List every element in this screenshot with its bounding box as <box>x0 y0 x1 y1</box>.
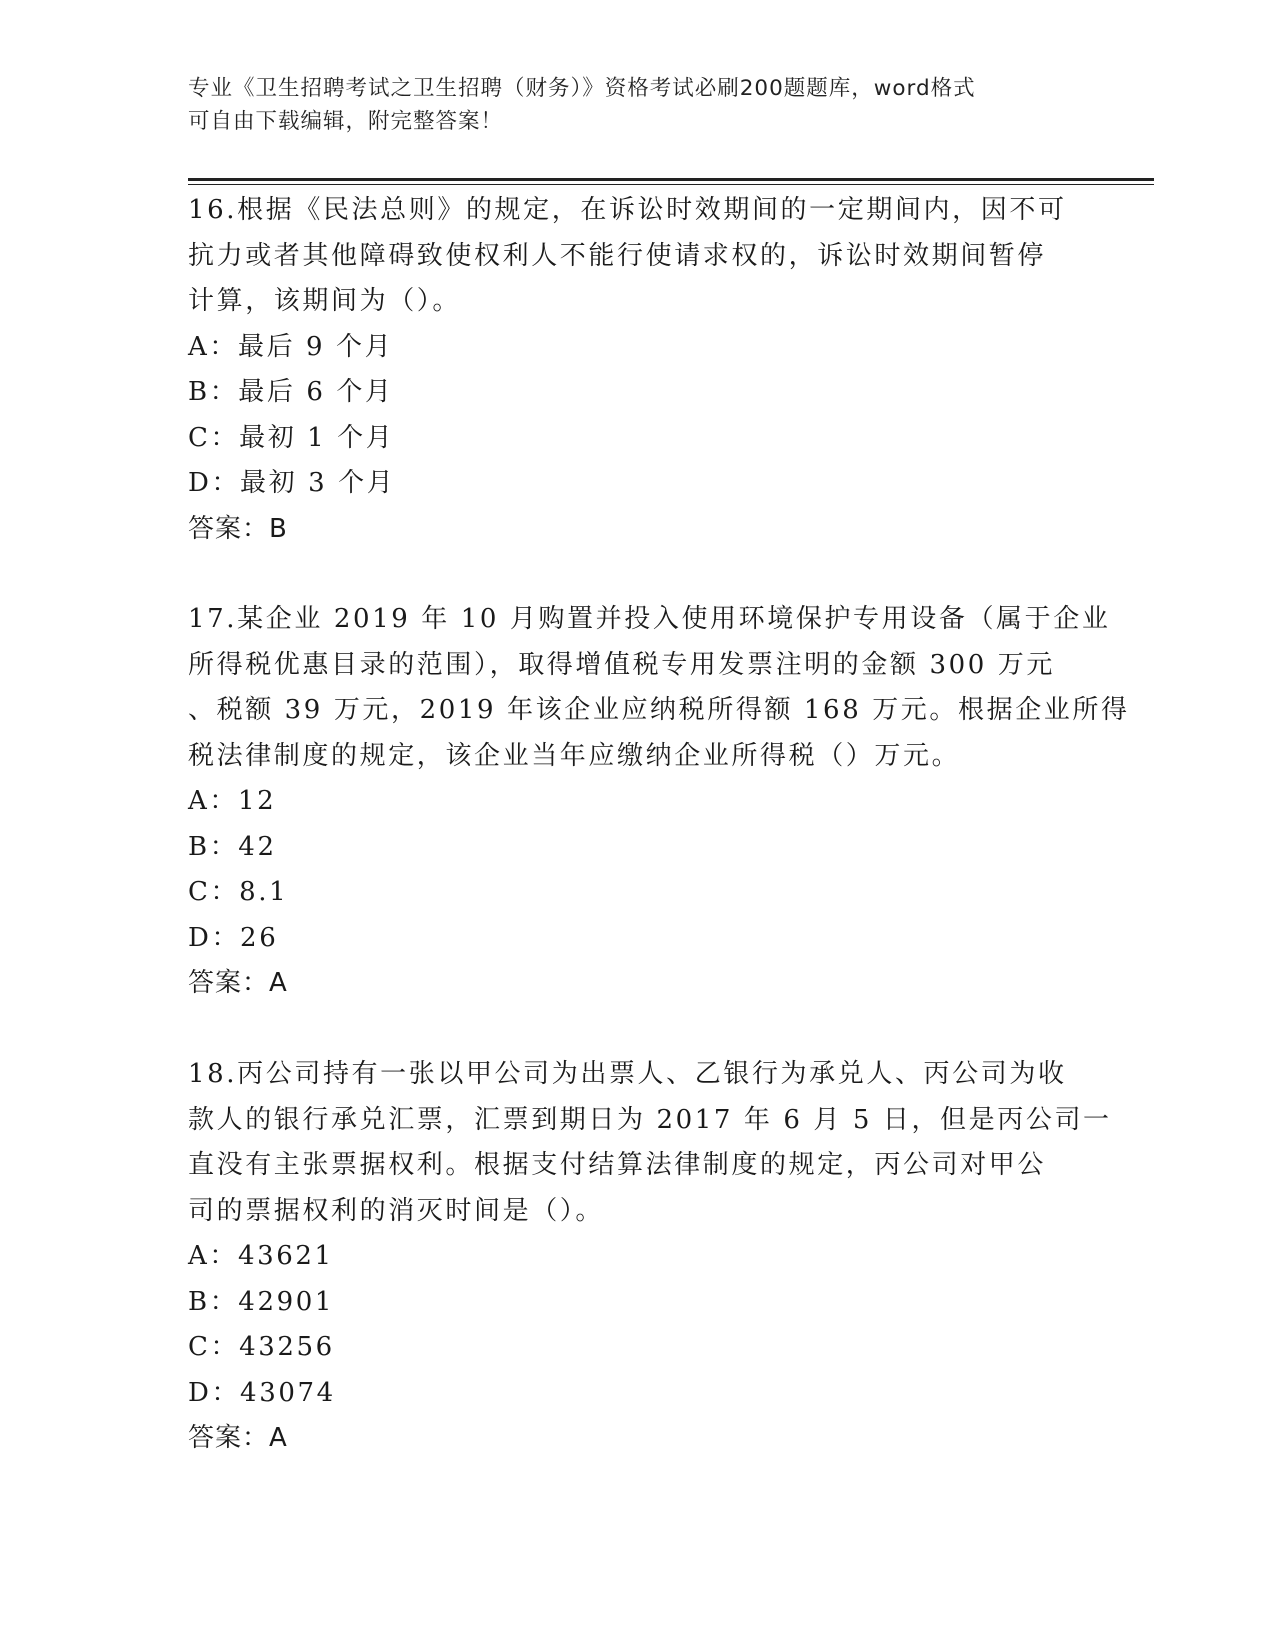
header-divider-thin <box>188 184 1154 185</box>
question-16 <box>188 188 1088 552</box>
header-line-2: 可自由下载编辑，附完整答案！ <box>188 109 504 134</box>
question-text-line: 司的票据权利的消灭时间是（）。 <box>188 1195 605 1226</box>
option-d: D：43074 <box>188 1377 336 1408</box>
document-header <box>188 72 1078 138</box>
answer-line: 答案：A <box>188 968 288 998</box>
option-a: A：最后 9 个月 <box>188 331 394 362</box>
question-text-line: 税法律制度的规定，该企业当年应缴纳企业所得税（）万元。 <box>188 740 961 771</box>
question-18 <box>188 1052 1112 1462</box>
option-b: B：42 <box>188 831 277 862</box>
option-a: A：12 <box>188 786 277 816</box>
option-d: D：最初 3 个月 <box>188 468 396 498</box>
question-text-line: 18.丙公司持有一张以甲公司为出票人、乙银行为承兑人、丙公司为收 <box>188 1059 1067 1089</box>
option-a: A：43621 <box>188 1241 334 1271</box>
question-17 <box>188 597 1130 1007</box>
option-b: B：42901 <box>188 1286 335 1317</box>
question-text-line: 直没有主张票据权利。根据支付结算法律制度的规定，丙公司对甲公 <box>188 1150 1047 1180</box>
question-text-line: 所得税优惠目录的范围），取得增值税专用发票注明的金额 300 万元 <box>188 649 1055 680</box>
option-c: C：43256 <box>188 1332 335 1362</box>
answer-line: 答案：B <box>188 513 288 544</box>
option-c: C：8.1 <box>188 877 289 907</box>
question-text-line: 抗力或者其他障碍致使权利人不能行使请求权的，诉讼时效期间暂停 <box>188 240 1047 271</box>
option-d: D：26 <box>188 922 279 953</box>
question-text-line: 款人的银行承兑汇票，汇票到期日为 2017 年 6 月 5 日，但是丙公司一 <box>188 1104 1112 1135</box>
answer-line: 答案：A <box>188 1423 288 1453</box>
option-c: C：最初 1 个月 <box>188 422 395 453</box>
header-divider-thick <box>188 178 1154 181</box>
question-text-line: 16.根据《民法总则》的规定，在诉讼时效期间的一定期间内，因不可 <box>188 195 1067 225</box>
header-line-1: 专业《卫生招聘考试之卫生招聘（财务）》资格考试必刷200题题库，word格式 <box>188 76 976 101</box>
question-text-line: 、税额 39 万元，2019 年该企业应纳税所得额 168 万元。根据企业所得 <box>188 695 1130 725</box>
option-b: B：最后 6 个月 <box>188 377 394 407</box>
question-text-line: 17.某企业 2019 年 10 月购置并投入使用环境保护专用设备（属于企业 <box>188 604 1111 634</box>
question-text-line: 计算，该期间为（）。 <box>188 286 462 316</box>
